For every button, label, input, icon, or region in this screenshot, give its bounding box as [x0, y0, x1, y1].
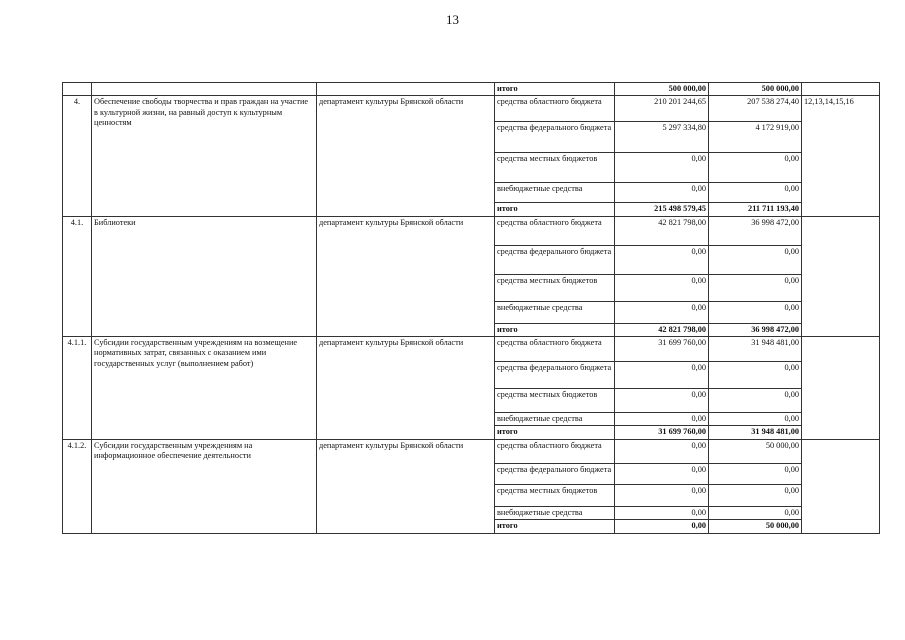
cell-amount-year2: 0,00	[709, 274, 802, 301]
cell-funding-source: итого	[495, 83, 615, 96]
cell-amount-year1: 0,00	[615, 274, 709, 301]
cell-funding-source: средства областного бюджета	[495, 216, 615, 245]
cell-department: департамент культуры Брянской области	[317, 439, 495, 533]
cell-activity-name: Субсидии государственным учреждениям на информационное обеспечение деятельности	[92, 439, 317, 533]
cell-indicator-refs	[802, 216, 880, 336]
cell-amount-year1: 42 821 798,00	[615, 216, 709, 245]
cell-funding-source: внебюджетные средства	[495, 301, 615, 323]
cell-item-number: 4.1.	[63, 216, 92, 336]
cell-activity-name: Субсидии государственным учреждениям на возмещение нормативных затрат, связанных с оказанием ими государственных услуг (выполнением работ)	[92, 337, 317, 440]
cell-amount-year2: 0,00	[709, 362, 802, 389]
table-row	[63, 216, 880, 245]
table-row	[63, 439, 880, 463]
cell-amount-year1: 42 821 798,00	[615, 323, 709, 336]
cell-funding-source: средства федерального бюджета	[495, 122, 615, 153]
cell-amount-year2: 36 998 472,00	[709, 323, 802, 336]
cell-funding-source: средства местных бюджетов	[495, 153, 615, 183]
cell-department	[317, 83, 495, 96]
cell-amount-year1: 215 498 579,45	[615, 203, 709, 216]
cell-indicator-refs	[802, 337, 880, 440]
cell-amount-year1: 0,00	[615, 301, 709, 323]
cell-funding-source: средства федерального бюджета	[495, 245, 615, 274]
cell-amount-year1: 0,00	[615, 153, 709, 183]
cell-funding-source: средства местных бюджетов	[495, 274, 615, 301]
page-number: 13	[446, 12, 459, 27]
cell-amount-year1: 31 699 760,00	[615, 337, 709, 362]
cell-funding-source: итого	[495, 323, 615, 336]
cell-activity-name	[92, 83, 317, 96]
cell-amount-year1: 500 000,00	[615, 83, 709, 96]
cell-amount-year2: 207 538 274,40	[709, 96, 802, 122]
cell-amount-year1: 5 297 334,80	[615, 122, 709, 153]
cell-amount-year2: 0,00	[709, 413, 802, 426]
cell-amount-year2: 0,00	[709, 484, 802, 506]
cell-item-number	[63, 83, 92, 96]
cell-amount-year2: 500 000,00	[709, 83, 802, 96]
cell-funding-source: итого	[495, 520, 615, 533]
cell-amount-year1: 0,00	[615, 520, 709, 533]
cell-amount-year2: 0,00	[709, 183, 802, 203]
cell-amount-year1: 0,00	[615, 439, 709, 463]
cell-funding-source: средства областного бюджета	[495, 439, 615, 463]
cell-department: департамент культуры Брянской области	[317, 337, 495, 440]
cell-funding-source: внебюджетные средства	[495, 183, 615, 203]
cell-amount-year1: 0,00	[615, 183, 709, 203]
table-row	[63, 96, 880, 122]
cell-funding-source: итого	[495, 426, 615, 439]
cell-amount-year1: 0,00	[615, 362, 709, 389]
cell-amount-year1: 0,00	[615, 463, 709, 484]
budget-table	[62, 82, 880, 534]
cell-amount-year1: 0,00	[615, 245, 709, 274]
cell-amount-year2: 0,00	[709, 153, 802, 183]
cell-amount-year1: 210 201 244,65	[615, 96, 709, 122]
cell-funding-source: внебюджетные средства	[495, 413, 615, 426]
cell-amount-year2: 50 000,00	[709, 439, 802, 463]
cell-amount-year1: 0,00	[615, 506, 709, 519]
cell-amount-year2: 4 172 919,00	[709, 122, 802, 153]
cell-funding-source: средства областного бюджета	[495, 337, 615, 362]
cell-indicator-refs: 12,13,14,15,16	[802, 96, 880, 216]
cell-amount-year2: 31 948 481,00	[709, 426, 802, 439]
cell-item-number: 4.1.2.	[63, 439, 92, 533]
cell-amount-year2: 0,00	[709, 245, 802, 274]
cell-amount-year2: 50 000,00	[709, 520, 802, 533]
cell-funding-source: средства областного бюджета	[495, 96, 615, 122]
cell-amount-year2: 0,00	[709, 506, 802, 519]
cell-funding-source: средства местных бюджетов	[495, 389, 615, 413]
cell-amount-year2: 31 948 481,00	[709, 337, 802, 362]
table-row	[63, 337, 880, 362]
cell-amount-year2: 0,00	[709, 463, 802, 484]
cell-funding-source: средства федерального бюджета	[495, 362, 615, 389]
cell-department: департамент культуры Брянской области	[317, 216, 495, 336]
table-row-total	[63, 83, 880, 96]
cell-department: департамент культуры Брянской области	[317, 96, 495, 216]
cell-activity-name: Библиотеки	[92, 216, 317, 336]
cell-amount-year1: 0,00	[615, 484, 709, 506]
cell-funding-source: внебюджетные средства	[495, 506, 615, 519]
cell-amount-year2: 211 711 193,40	[709, 203, 802, 216]
cell-indicator-refs	[802, 439, 880, 533]
cell-funding-source: средства федерального бюджета	[495, 463, 615, 484]
cell-amount-year2: 0,00	[709, 389, 802, 413]
cell-amount-year1: 0,00	[615, 413, 709, 426]
cell-indicator-refs	[802, 83, 880, 96]
cell-amount-year2: 0,00	[709, 301, 802, 323]
cell-amount-year1: 0,00	[615, 389, 709, 413]
cell-amount-year1: 31 699 760,00	[615, 426, 709, 439]
cell-item-number: 4.	[63, 96, 92, 216]
cell-activity-name: Обеспечение свободы творчества и прав граждан на участие в культурной жизни, на равный доступ к культурным ценностям	[92, 96, 317, 216]
cell-item-number: 4.1.1.	[63, 337, 92, 440]
cell-funding-source: итого	[495, 203, 615, 216]
cell-amount-year2: 36 998 472,00	[709, 216, 802, 245]
cell-funding-source: средства местных бюджетов	[495, 484, 615, 506]
